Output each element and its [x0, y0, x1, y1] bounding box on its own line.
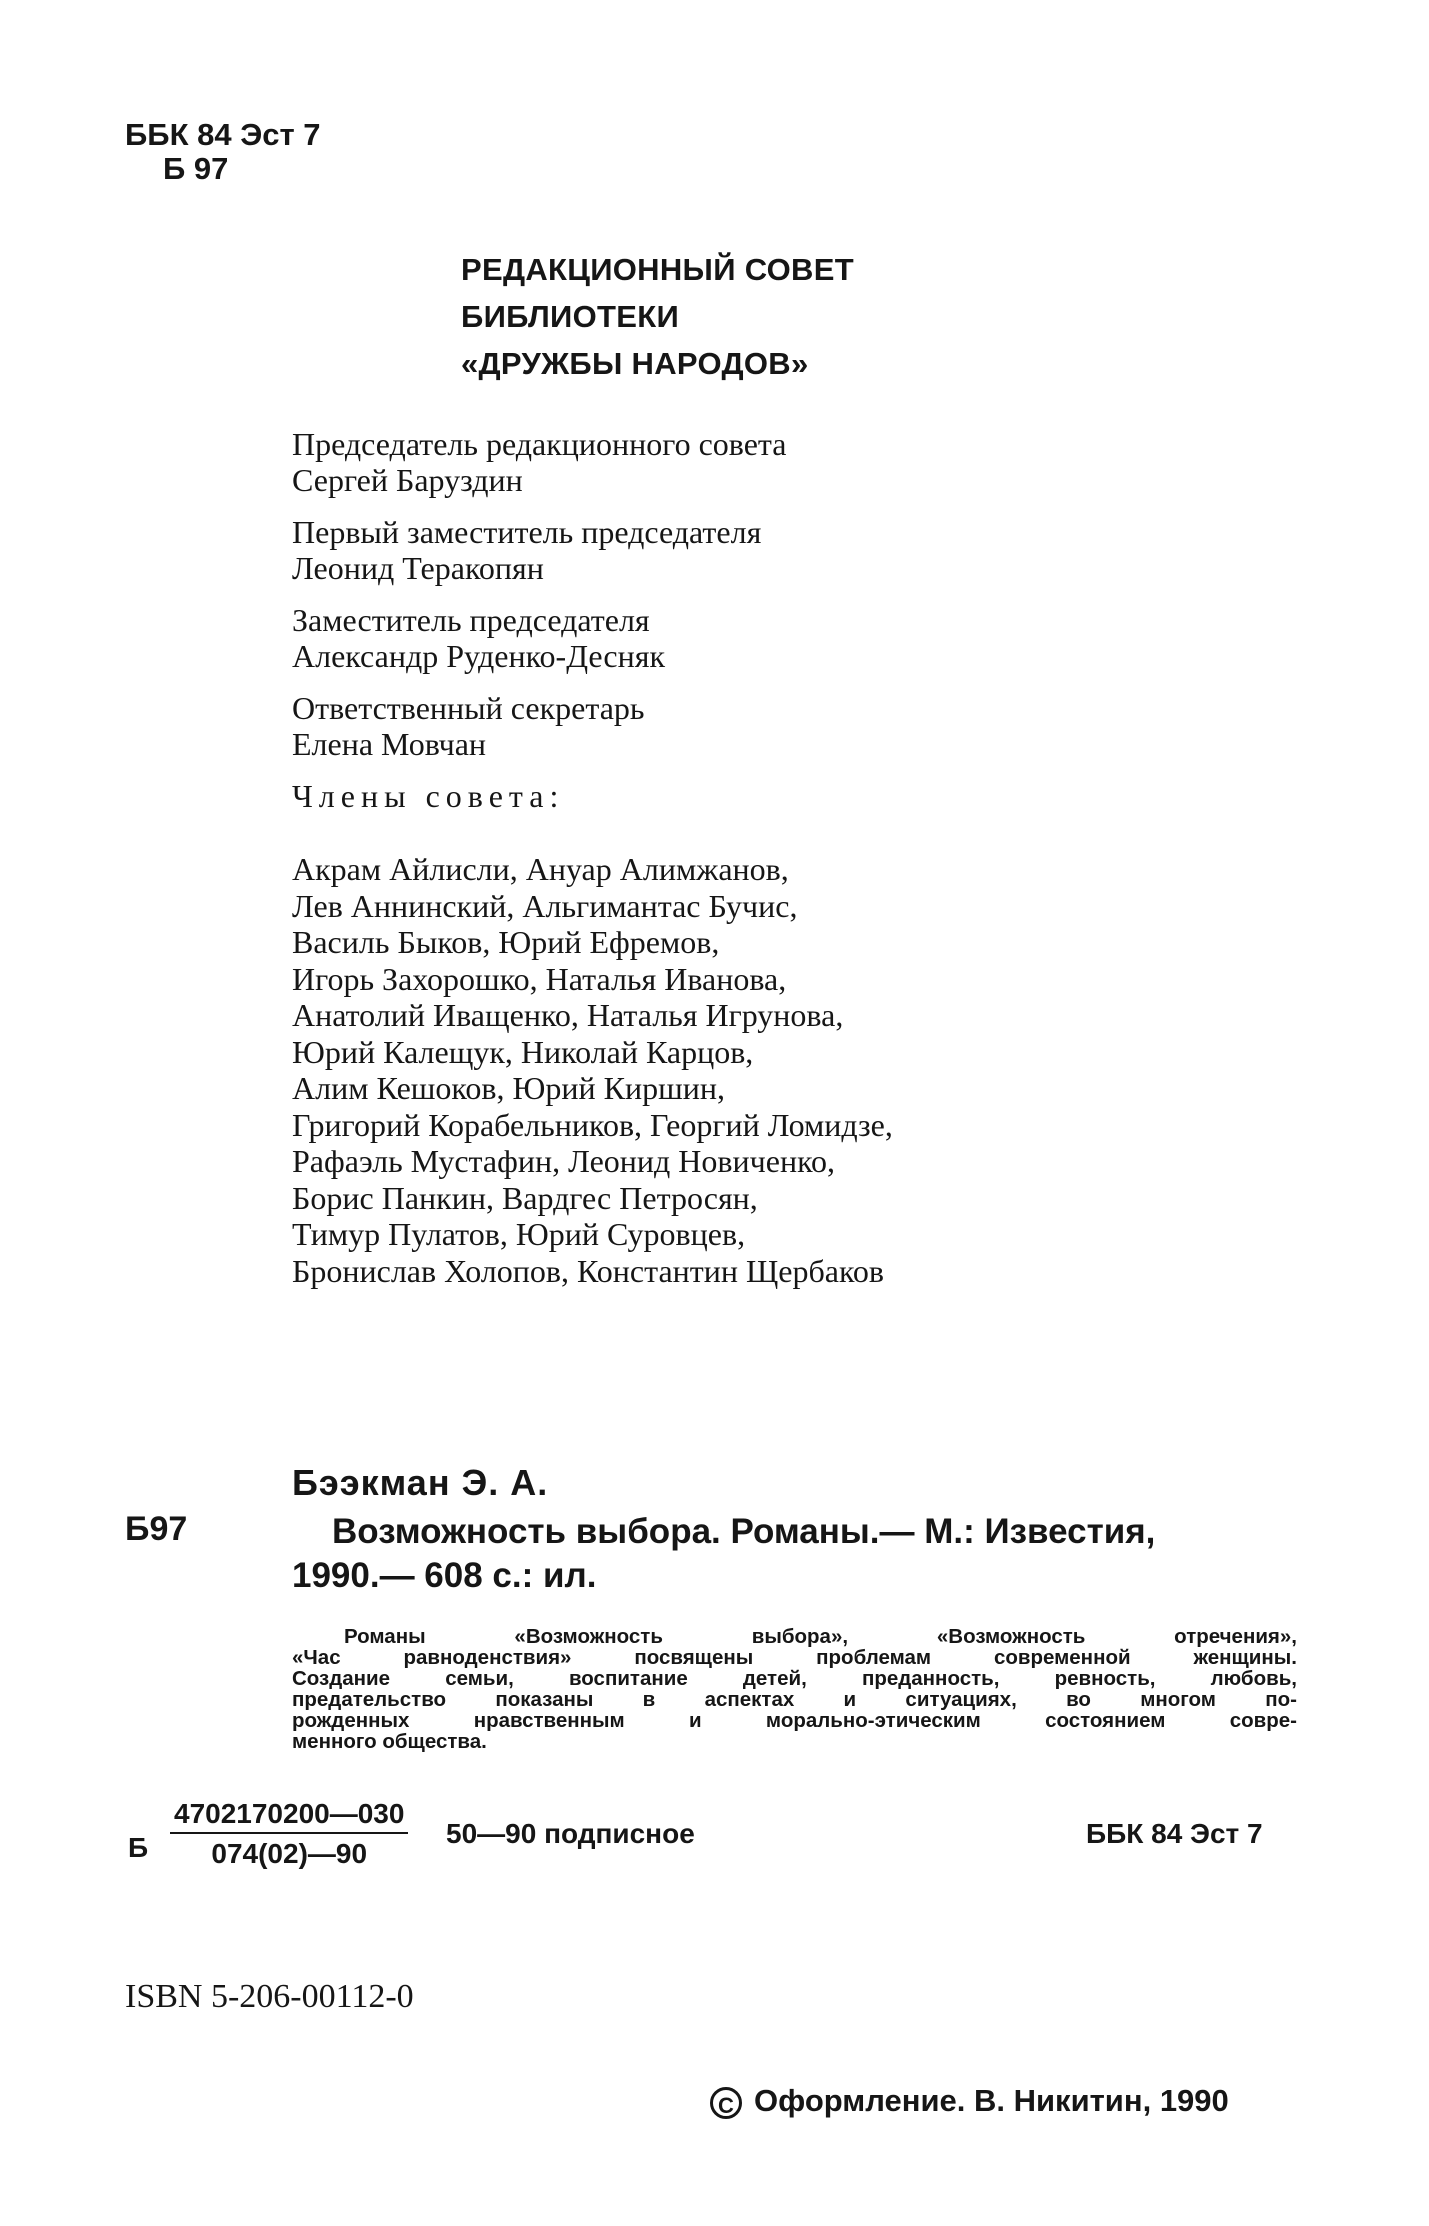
catalog-title-line2: 1990.— 608 с.: ил. [292, 1556, 597, 1595]
member-line: Бронислав Холопов, Константин Щербаков [292, 1252, 884, 1289]
role-name: Сергей Баруздин [292, 462, 523, 498]
member-line: Борис Панкин, Вардгес Петросян, [292, 1179, 758, 1216]
member-line: Лев Аннинский, Альгимантас Бучис, [292, 887, 798, 924]
role-title: Председатель редакционного совета [292, 426, 787, 462]
annotation-line: Создание семьи, воспитание детей, преданность, ревность, любовь, [292, 1667, 1297, 1690]
role-secretary [292, 690, 1192, 762]
members-heading: Члены совета: [292, 778, 565, 814]
council-roles [292, 426, 1192, 1289]
member-line: Василь Быков, Юрий Ефремов, [292, 924, 720, 960]
index-denominator: 074(02)—90 [211, 1838, 368, 1869]
member-line: Акрам Айлисли, Ануар Алимжанов, [292, 851, 789, 887]
council-title-line: РЕДАКЦИОННЫЙ СОВЕТ [461, 252, 854, 287]
catalog-annotation [292, 1626, 1297, 1752]
catalog-title-line1: Возможность выбора. Романы.— М.: Известия, [332, 1512, 1156, 1551]
role-name: Александр Руденко-Десняк [292, 638, 666, 674]
copyright-icon: C [710, 2087, 742, 2119]
member-line: Анатолий Иващенко, Наталья Игрунова, [292, 997, 844, 1033]
role-name: Елена Мовчан [292, 726, 487, 762]
bbk-top-block [125, 118, 321, 186]
bbk-code: ББК 84 Эст 7 [125, 117, 321, 152]
member-line: Тимур Пулатов, Юрий Суровцев, [292, 1216, 746, 1252]
role-chairman [292, 426, 1192, 498]
role-name: Леонид Теракопян [292, 550, 544, 586]
annotation-line: предательство показаны в аспектах и ситуациях, во многом по- [292, 1688, 1297, 1711]
catalog-author: Бээкман Э. А. [292, 1462, 549, 1503]
role-deputy [292, 602, 1192, 674]
members-list [292, 851, 1192, 1289]
isbn: ISBN 5-206-00112-0 [125, 1978, 414, 2015]
index-numerator: 4702170200—030 [170, 1798, 408, 1834]
member-line: Юрий Калещук, Николай Карцов, [292, 1033, 754, 1070]
annotation-line: рожденных нравственным и морально-этическим состоянием совре- [292, 1709, 1297, 1732]
copyright-text: Оформление. В. Никитин, 1990 [754, 2083, 1229, 2118]
author-mark: Б 97 [163, 151, 229, 186]
copyright-line [710, 2083, 1229, 2119]
member-line: Игорь Захорошко, Наталья Иванова, [292, 960, 787, 997]
role-title: Заместитель председателя [292, 602, 650, 638]
index-bbk: ББК 84 Эст 7 [1086, 1818, 1263, 1849]
index-subscription: 50—90 подписное [446, 1818, 695, 1849]
annotation-line: Романы «Возможность выбора», «Возможность отречения», [344, 1625, 1297, 1648]
role-first-deputy [292, 514, 1192, 586]
role-title: Первый заместитель председателя [292, 514, 762, 550]
role-title: Ответственный секретарь [292, 690, 645, 726]
annotation-line: «Час равноденствия» посвящены проблемам современной женщины. [292, 1646, 1297, 1669]
member-line: Рафаэль Мустафин, Леонид Новиченко, [292, 1143, 835, 1179]
catalog-code: Б97 [125, 1510, 188, 1548]
member-line: Алим Кешоков, Юрий Киршин, [292, 1070, 725, 1106]
index-prefix: Б [128, 1832, 149, 1863]
annotation-line: менного общества. [292, 1730, 487, 1753]
member-line: Григорий Корабельников, Георгий Ломидзе, [292, 1106, 893, 1143]
editorial-council-title [461, 246, 854, 387]
index-fraction [170, 1798, 408, 1870]
council-title-line: БИБЛИОТЕКИ [461, 299, 680, 334]
council-title-line: «ДРУЖБЫ НАРОДОВ» [461, 346, 809, 381]
